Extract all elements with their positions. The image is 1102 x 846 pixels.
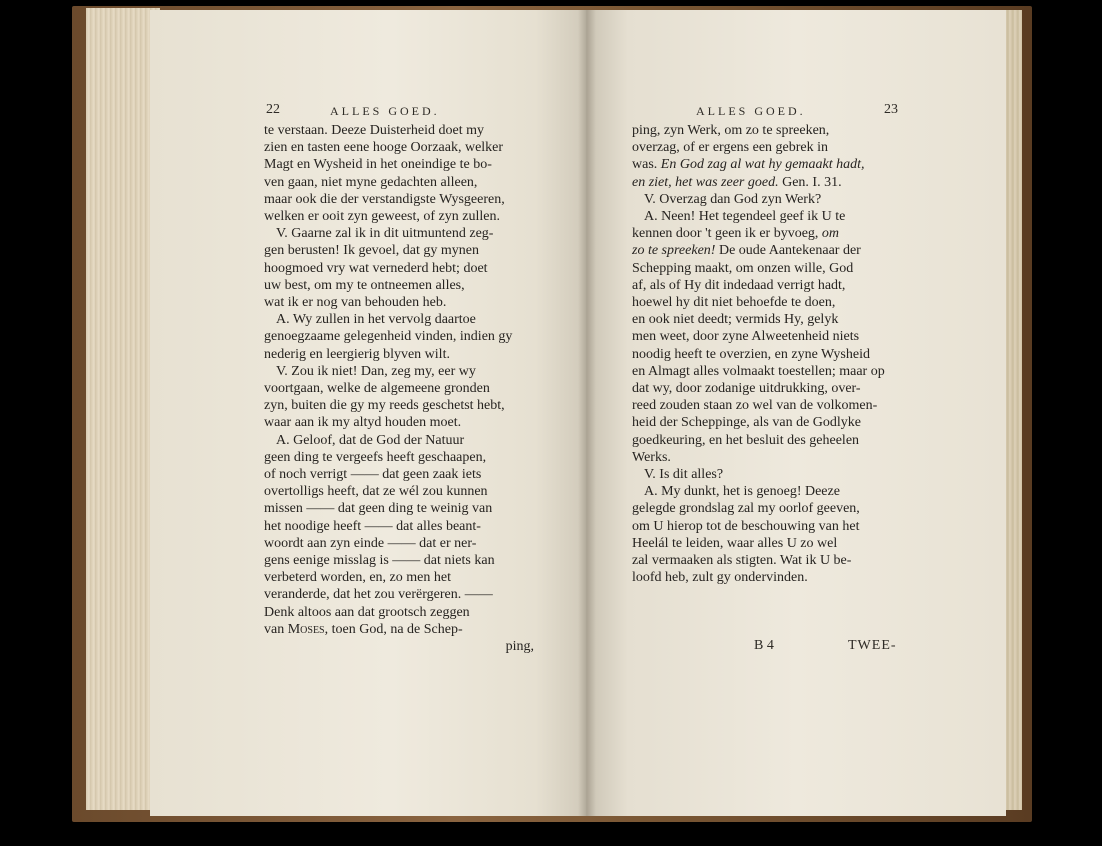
text-fragment: kennen door 't geen ik er byvoeg, — [632, 226, 819, 242]
text-line: loofd heb, zult gy ondervinden. — [632, 570, 808, 586]
text-line: V. Is dit alles? — [644, 467, 724, 483]
running-head-left: ALLES GOED. — [330, 104, 440, 118]
text-line: Schepping maakt, om onzen wille, God — [632, 260, 854, 276]
text-line: Magt en Wysheid in het oneindige te bo- — [264, 157, 492, 173]
text-line: A. Geloof, dat de God der Natuur — [276, 432, 465, 448]
page-number-right: 23 — [884, 102, 898, 117]
text-line: A. Neen! Het tegendeel geef ik U te — [644, 209, 846, 225]
text-line: uw best, om my te ontneemen alles, — [264, 277, 465, 293]
text-line: overtolligs heeft, dat ze wél zou kunnen — [264, 484, 488, 500]
text-line — [632, 156, 902, 173]
text-fragment: van — [264, 621, 288, 637]
text-fragment: , toen God, na de Schep- — [324, 621, 463, 637]
text-line: nederig en leergierig blyven wilt. — [264, 346, 450, 362]
text-fragment: om — [821, 226, 840, 242]
text-line — [632, 242, 902, 259]
text-line: en Almagt alles volmaakt toestellen; maar op — [632, 363, 885, 379]
text-line: zal vermaaken als stigten. Wat ik U be- — [632, 553, 852, 569]
text-fragment: zo te spreeken! — [632, 243, 716, 259]
book-gutter — [578, 10, 596, 816]
running-head-right: ALLES GOED. — [696, 104, 806, 118]
page-edges-left — [86, 8, 160, 810]
text-line: hoogmoed vry wat vernederd hebt; doet — [264, 260, 488, 276]
text-line: voortgaan, welke de algemeene gronden — [264, 381, 490, 397]
text-line: overzag, of er ergens een gebrek in — [632, 140, 829, 156]
text-line: gen berusten! Ik gevoel, dat gy mynen — [264, 243, 479, 259]
text-line: reed zouden staan zo wel van de volkomen- — [632, 398, 878, 414]
text-line: geen ding te vergeefs heeft geschaapen, — [264, 449, 487, 465]
text-line: Werks. — [632, 449, 671, 465]
text-line — [264, 621, 534, 638]
right-text-block — [632, 122, 902, 586]
text-line: hoewel hy dit niet behoefde te doen, — [632, 295, 836, 311]
text-line: Denk altoos aan dat grootsch zeggen — [264, 604, 470, 620]
text-line: heid der Scheppinge, als van de Godlyke — [632, 415, 861, 431]
text-line: A. Wy zullen in het vervolg daartoe — [276, 312, 476, 328]
text-line: waar aan ik my altyd houden moet. — [264, 415, 462, 431]
text-line: woordt aan zyn einde —— dat er ner- — [264, 535, 477, 551]
catchword-left: ping, — [505, 639, 534, 655]
left-page — [150, 10, 588, 816]
text-line: wat ik er nog van behouden heb. — [264, 295, 447, 311]
text-line: men weet, door zyne Alweetenheid niets — [632, 329, 860, 345]
text-line: zyn, buiten die gy my reeds geschetst hebt, — [264, 398, 505, 414]
text-line: te verstaan. Deeze Duisterheid doet my — [264, 123, 485, 138]
text-line: goedkeuring, en het besluit des geheelen — [632, 432, 860, 448]
text-line: dat wy, door zodanige uitdrukking, over- — [632, 381, 861, 397]
quote-fragment: En God zag al wat hy gemaakt hadt, — [660, 157, 865, 173]
citation: Gen. I. 31. — [782, 174, 842, 190]
moses-name: Moses — [287, 621, 325, 637]
text-line: gelegde grondslag zal my oorlof geeven, — [632, 501, 860, 517]
text-fragment: De oude Aantekenaar der — [718, 243, 861, 259]
text-line: af, als of Hy dit indedaad verrigt hadt, — [632, 277, 846, 293]
text-line: het noodige heeft —— dat alles beant- — [264, 518, 481, 534]
text-line: V. Zou ik niet! Dan, zeg my, eer wy — [276, 363, 476, 379]
text-line: missen —— dat geen ding te weinig van — [264, 501, 493, 517]
text-line: verbeterd worden, en, zo men het — [264, 570, 451, 586]
text-line: genoegzaame gelegenheid vinden, indien gy — [264, 329, 513, 345]
text-line: maar ook die der verstandigste Wysgeeren, — [264, 191, 505, 207]
text-line: zien en tasten eene hooge Oorzaak, welker — [264, 140, 504, 156]
text-line: Heelál te leiden, waar alles U zo wel — [632, 535, 838, 551]
left-text-block — [264, 122, 534, 655]
text-fragment: was. — [632, 157, 658, 173]
catchword-right: TWEE- — [848, 638, 897, 653]
text-line — [632, 225, 902, 242]
text-line: en ook niet deedt; vermids Hy, gelyk — [632, 312, 839, 328]
text-line: A. My dunkt, het is genoeg! Deeze — [644, 484, 840, 500]
quote-fragment: en ziet, het was zeer goed. — [632, 174, 779, 190]
text-line: of noch verrigt —— dat geen zaak iets — [264, 467, 482, 483]
text-line: V. Gaarne zal ik in dit uitmuntend zeg- — [276, 226, 494, 242]
text-line: welken er ooit zyn geweest, of zyn zullen. — [264, 209, 500, 225]
signature-mark: B 4 — [754, 638, 774, 653]
text-line: om U hierop tot de beschouwing van het — [632, 518, 860, 534]
text-line: V. Overzag dan God zyn Werk? — [644, 191, 822, 207]
text-line: noodig heeft te overzien, en zyne Wysheid — [632, 346, 870, 362]
text-line: ping, zyn Werk, om zo te spreeken, — [632, 123, 830, 138]
text-line — [632, 174, 902, 191]
text-line: ven gaan, niet myne gedachten alleen, — [264, 174, 478, 190]
text-line: veranderde, dat het zou verërgeren. —— — [264, 587, 493, 603]
page-number-left: 22 — [266, 102, 280, 117]
right-page — [586, 10, 1006, 816]
text-line: gens eenige misslag is —— dat niets kan — [264, 553, 495, 569]
